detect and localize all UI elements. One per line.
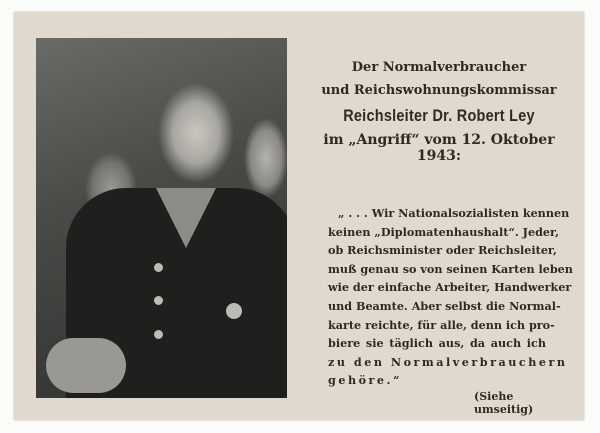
badge [226, 303, 242, 319]
uniform-button [154, 263, 163, 272]
quote-line: und Beamte. Aber selbst die Normal- [328, 298, 561, 313]
heading-line-1: Der Normalverbraucher [351, 60, 527, 75]
footer-note: (Siehe umseitig) [474, 390, 534, 416]
heading-name: Reichsleiter Dr. Robert Ley [343, 106, 535, 125]
leaflet-card [14, 12, 584, 420]
quote-line: karte reichte, für alle, denn ich pro- [328, 317, 555, 332]
quote-line: „ . . . Wir Nationalsozialisten kennen [338, 206, 570, 220]
quote-line: gehöre.“ [328, 373, 402, 388]
uniform-button [154, 330, 163, 339]
quote-block [328, 204, 573, 390]
heading-line-2: und Reichswohnungskommissar [321, 83, 557, 98]
quote-line: biere sie täglich aus, da auch ich [328, 336, 546, 351]
quote-line: zu den Normalverbrauchern [328, 354, 568, 369]
uniform-button [154, 296, 163, 305]
quote-line: keinen „Diplomatenhaushalt“. Jeder, [328, 224, 559, 239]
quote-line: wie der einfache Arbeiter, Handwerker [328, 280, 572, 295]
hand [46, 338, 126, 393]
heading-source: im „Angriff“ vom 12. Oktober 1943: [323, 132, 555, 164]
quote-line: ob Reichsminister oder Reichsleiter, [328, 243, 557, 258]
portrait-photo [36, 38, 287, 398]
quote-line: muß genau so von seinen Karten leben [328, 261, 573, 276]
